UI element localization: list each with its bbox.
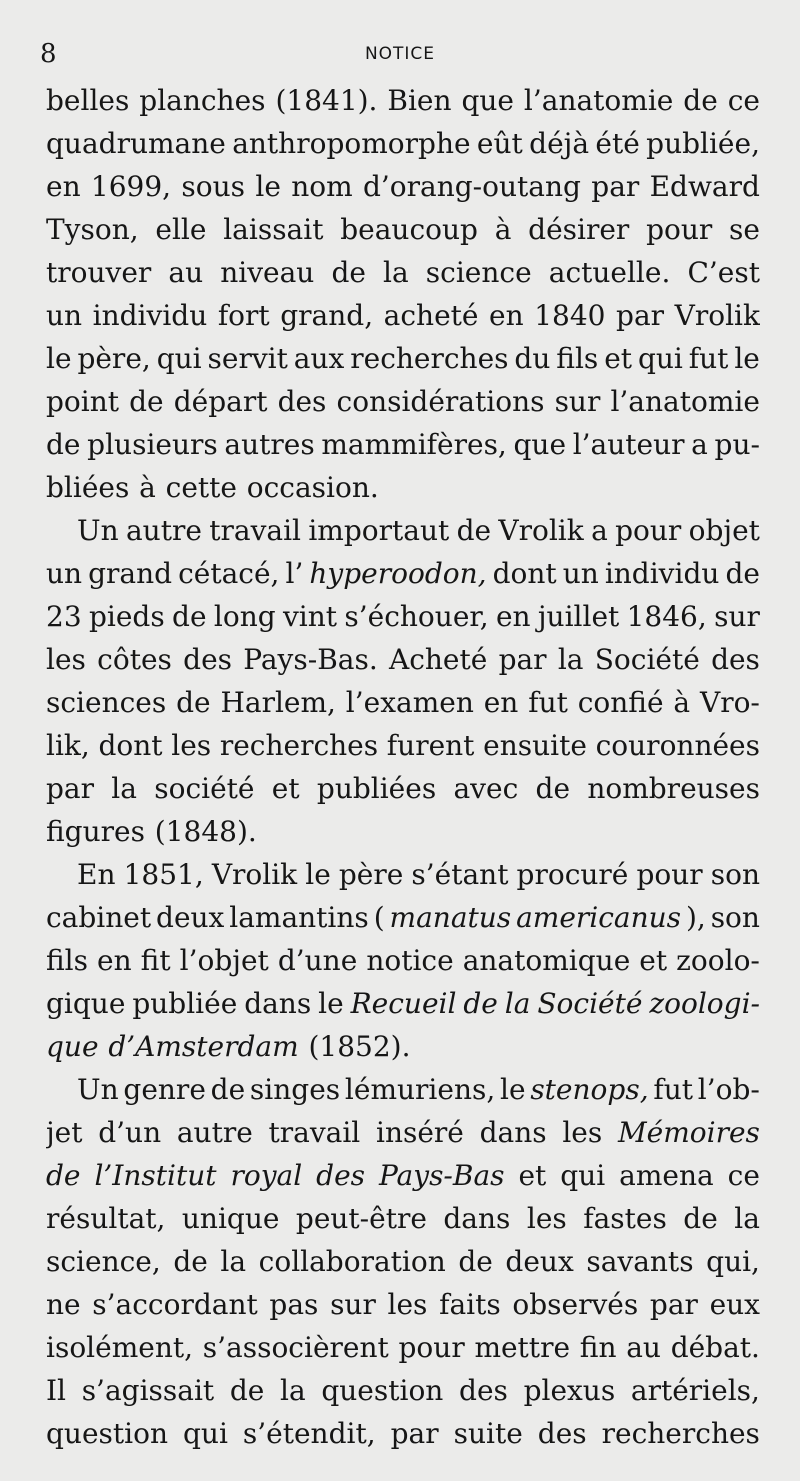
text-line (46, 853, 760, 896)
text-line (46, 552, 760, 595)
word: ce (727, 1159, 760, 1192)
word: recherches (350, 342, 509, 375)
word: inséré (375, 1116, 464, 1149)
word: qui (637, 342, 683, 375)
word: travail (209, 514, 301, 547)
word: société (154, 772, 255, 805)
word: d’orang-outang (362, 170, 581, 203)
word: en (46, 170, 81, 203)
text-line (46, 294, 760, 337)
word: objet (688, 514, 760, 547)
word: publiées (316, 772, 437, 805)
text-line (46, 208, 760, 251)
word: par (390, 1417, 439, 1450)
word: de (683, 84, 718, 117)
word: de (129, 385, 164, 418)
word: genre (123, 1073, 206, 1106)
word: 1699, (90, 170, 172, 203)
text-line (46, 896, 760, 939)
text-line (46, 638, 760, 681)
word: l’objet (179, 944, 269, 977)
word: résultat, (46, 1202, 166, 1235)
word: artériels, (630, 1374, 760, 1407)
word: l’Institut (94, 1159, 217, 1192)
word: ensuite (483, 729, 587, 762)
word: Vrolik (498, 514, 584, 547)
word: en (483, 686, 519, 719)
text-line (46, 79, 760, 122)
word: s’agissait (81, 1374, 215, 1407)
word: la (111, 772, 137, 805)
word: père (338, 858, 404, 891)
word: niveau (220, 256, 315, 289)
word: de (456, 514, 492, 547)
word: savants (586, 1245, 694, 1278)
word: qui (182, 1417, 228, 1450)
word: désirer (528, 213, 630, 246)
word: fort (217, 299, 270, 332)
word: anthropomorphe (232, 127, 471, 160)
text-line (46, 337, 760, 380)
word: unique (181, 1202, 280, 1235)
word: Vrolik (674, 299, 760, 332)
word: Société (537, 987, 643, 1020)
word: importaut (308, 514, 450, 547)
word: pour (636, 858, 703, 891)
word: la (557, 643, 584, 676)
word: la (504, 987, 531, 1020)
word: Un (77, 1073, 119, 1106)
word: sur (714, 600, 760, 633)
word: individu (92, 299, 208, 332)
word: occasion. (246, 471, 379, 504)
word: manatus (389, 901, 512, 934)
word: d’un (98, 1116, 162, 1149)
word: pour (646, 213, 713, 246)
word: elle (155, 213, 207, 246)
word: par (591, 170, 640, 203)
word: Harlem, (220, 686, 336, 719)
word: planches (139, 84, 266, 117)
word: à (494, 213, 512, 246)
word: en (97, 944, 132, 977)
word: lik, (46, 729, 90, 762)
word: Vro- (699, 686, 760, 719)
word: stenops, (530, 1073, 649, 1106)
word: les (526, 1202, 567, 1235)
word: pas (269, 1288, 319, 1321)
word: de (683, 1202, 718, 1235)
word: (1841). (275, 84, 378, 117)
word: un (46, 557, 83, 590)
word: figures (46, 815, 145, 848)
word: plusieurs (87, 428, 218, 461)
word: de (463, 987, 498, 1020)
word: été (595, 127, 640, 160)
word: qui (560, 1159, 606, 1192)
word: un (46, 299, 83, 332)
word: Mémoires (617, 1116, 760, 1149)
word: peut-être (295, 1202, 427, 1235)
word: fut (688, 342, 729, 375)
word: pieds (88, 600, 165, 633)
word: fils (556, 342, 599, 375)
word: le (255, 170, 281, 203)
word: question (46, 1417, 168, 1450)
word: autre (176, 1116, 253, 1149)
word: des (316, 1159, 366, 1192)
word: des (537, 1417, 587, 1450)
word: des (183, 643, 233, 676)
word: sur (330, 1288, 376, 1321)
word: Vrolik (211, 858, 298, 891)
word: dans (244, 987, 312, 1020)
page-number: 8 (40, 39, 57, 69)
word: les (46, 643, 86, 676)
word: de (46, 1159, 81, 1192)
text-line (46, 1326, 760, 1369)
word: de (173, 1245, 208, 1278)
word: s’étant (411, 858, 509, 891)
word: nom (291, 170, 353, 203)
word: gique (46, 987, 126, 1020)
word: en (495, 600, 531, 633)
word: considérations (336, 385, 545, 418)
text-line (46, 1197, 760, 1240)
text-line (46, 122, 760, 165)
word: à (139, 471, 156, 504)
word: les (562, 1116, 603, 1149)
word: zoologi- (649, 987, 760, 1020)
word: les (171, 729, 212, 762)
word: servit (207, 342, 288, 375)
word: a (591, 514, 608, 547)
word: et (639, 944, 668, 977)
word: des (711, 643, 760, 676)
text-line (46, 1111, 760, 1154)
word: collaboration (258, 1245, 446, 1278)
word: (1852). (308, 1030, 411, 1063)
word: de (229, 1374, 265, 1407)
text-line (46, 1240, 760, 1283)
word: a (691, 428, 708, 461)
word: et (604, 342, 633, 375)
word: de (725, 557, 760, 590)
word: recherches (601, 1417, 760, 1450)
word: nombreuses (587, 772, 760, 805)
word: par (498, 643, 547, 676)
word: grand (88, 557, 173, 590)
word: lémuriens, (344, 1073, 496, 1106)
word: acheté (383, 299, 479, 332)
word: beaucoup (340, 213, 478, 246)
word: de (535, 772, 571, 805)
text-line (46, 509, 760, 552)
word: pour (615, 514, 682, 547)
word: la (280, 1374, 306, 1407)
word: Pays-Bas. (243, 643, 378, 676)
word: la (383, 256, 409, 289)
word: fut (528, 686, 568, 719)
word: 23 (46, 600, 82, 633)
word: sous (181, 170, 246, 203)
word: de (176, 686, 211, 719)
word: recherches (219, 729, 379, 762)
word: débat. (670, 1331, 760, 1364)
text-line (46, 423, 760, 466)
word: père, (77, 342, 151, 375)
word: des (459, 1374, 508, 1407)
text-line (46, 1412, 760, 1455)
word: ce (727, 84, 760, 117)
word: l’ob- (697, 1073, 760, 1106)
word: Société (594, 643, 700, 676)
word: deux (505, 1245, 574, 1278)
word: notice (366, 944, 454, 977)
word: mammifères, (321, 428, 507, 461)
word: grand, (280, 299, 374, 332)
word: s’accordant (92, 1288, 258, 1321)
word: s’associèrent (202, 1331, 389, 1364)
word: fils (46, 944, 88, 977)
word: par (46, 772, 95, 805)
text-line (46, 1154, 760, 1197)
word: singes (249, 1073, 341, 1106)
word: se (729, 213, 760, 246)
word: faits (439, 1288, 501, 1321)
word: (1848). (154, 815, 257, 848)
word: en (489, 299, 524, 332)
word: confié (577, 686, 664, 719)
word: le (46, 342, 72, 375)
word: aux (293, 342, 345, 375)
word: fut (653, 1073, 694, 1106)
word: départ (173, 385, 268, 418)
word: eux (709, 1288, 760, 1321)
text-line (46, 1369, 760, 1412)
word: cabinet (46, 901, 152, 934)
word: amena (619, 1159, 714, 1192)
text-line (46, 724, 760, 767)
word: un (562, 557, 599, 590)
word: procuré (516, 858, 629, 891)
word: de (172, 600, 207, 633)
text-line (46, 1283, 760, 1326)
word: son (710, 901, 760, 934)
word: les (387, 1288, 428, 1321)
word: à (673, 686, 691, 719)
word: sciences (46, 686, 167, 719)
word: avec (453, 772, 519, 805)
word: l’auteur (572, 428, 685, 461)
word: dont (492, 557, 557, 590)
word: hyperoodon, (309, 557, 487, 590)
word: dans (443, 1202, 511, 1235)
word: 1840 (534, 299, 606, 332)
word: la (220, 1245, 247, 1278)
word: observés (512, 1288, 639, 1321)
word: furent (386, 729, 475, 762)
word: sur (554, 385, 601, 418)
word: ), (685, 901, 706, 934)
word: l’ (285, 557, 304, 590)
word: pour (398, 1331, 465, 1364)
word: de (331, 256, 366, 289)
word: Un (77, 514, 119, 547)
word: eût (476, 127, 523, 160)
running-title: NOTICE (364, 44, 436, 64)
word: vint (282, 600, 338, 633)
word: En (77, 858, 116, 891)
word: laissait (223, 213, 324, 246)
word: cétacé, (178, 557, 280, 590)
word: anatomique (462, 944, 631, 977)
word: d’Amsterdam (108, 1030, 299, 1063)
text-line (46, 810, 760, 853)
word: fit (140, 944, 171, 977)
running-head (40, 36, 760, 72)
word: et (271, 772, 300, 805)
word: l’anatomie (523, 84, 674, 117)
word: Pays-Bas (378, 1159, 505, 1192)
word: trouver (46, 256, 152, 289)
word: science (425, 256, 532, 289)
word: Il (46, 1374, 67, 1407)
word: belles (46, 84, 130, 117)
word: question (321, 1374, 444, 1407)
word: long (213, 600, 276, 633)
text-line (46, 165, 760, 208)
word: Recueil (350, 987, 457, 1020)
word: dont (98, 729, 163, 762)
word: que (513, 428, 567, 461)
word: l’examen (345, 686, 474, 719)
word: le (318, 987, 344, 1020)
word: le (734, 342, 760, 375)
word: Bien (387, 84, 452, 117)
word: s’échouer, (344, 600, 489, 633)
word: jet (46, 1116, 83, 1149)
word: quadrumane (46, 127, 226, 160)
word: C’est (687, 256, 760, 289)
word: juillet (537, 600, 620, 633)
word: des (277, 385, 327, 418)
word: plexus (523, 1374, 616, 1407)
word: fin (579, 1331, 617, 1364)
word: côtes (97, 643, 172, 676)
word: fastes (583, 1202, 667, 1235)
word: de (458, 1245, 493, 1278)
word: qui, (706, 1245, 760, 1278)
word: zoolo- (676, 944, 760, 977)
text-line (46, 767, 760, 810)
word: lamantins (229, 901, 369, 934)
word: au (626, 1331, 661, 1364)
word: s’étendit, (242, 1417, 376, 1450)
word: couronnées (595, 729, 760, 762)
text-line (46, 380, 760, 423)
word: ne (46, 1288, 81, 1321)
text-line (46, 466, 760, 509)
word: le (305, 858, 331, 891)
word: du (514, 342, 551, 375)
text-line (46, 1068, 760, 1111)
word: publiée, (646, 127, 760, 160)
word: et (518, 1159, 547, 1192)
word: cette (165, 471, 237, 504)
word: travail (268, 1116, 361, 1149)
text-line (46, 939, 760, 982)
word: dans (479, 1116, 547, 1149)
word: qui (156, 342, 202, 375)
word: mettre (474, 1331, 571, 1364)
word: pu- (714, 428, 760, 461)
word: son (710, 858, 760, 891)
text-line (46, 595, 760, 638)
word: 1851, (123, 858, 204, 891)
word: déjà (529, 127, 590, 160)
text-line (46, 982, 760, 1025)
text-line (46, 251, 760, 294)
word: publiée (132, 987, 238, 1020)
word: de (46, 428, 81, 461)
body-text (46, 79, 760, 1455)
word: Acheté (388, 643, 488, 676)
word: d’une (277, 944, 358, 977)
word: que (46, 1030, 99, 1063)
word: le (500, 1073, 526, 1106)
word: la (734, 1202, 760, 1235)
word: isolément, (46, 1331, 194, 1364)
word: par (616, 299, 665, 332)
word: 1846, (626, 600, 707, 633)
word: point (46, 385, 120, 418)
word: que (461, 84, 514, 117)
text-line (46, 1025, 760, 1068)
word: deux (156, 901, 225, 934)
word: autres (224, 428, 315, 461)
word: royal (230, 1159, 303, 1192)
word: l’anatomie (610, 385, 760, 418)
word: de (210, 1073, 246, 1106)
word: individu (604, 557, 720, 590)
word: science, (46, 1245, 161, 1278)
word: autre (125, 514, 202, 547)
word: bliées (46, 471, 130, 504)
word: par (649, 1288, 698, 1321)
word: actuelle. (548, 256, 671, 289)
word: au (168, 256, 204, 289)
word: ( (373, 901, 385, 934)
word: Edward (649, 170, 760, 203)
text-line (46, 681, 760, 724)
word: americanus (516, 901, 682, 934)
word: suite (453, 1417, 523, 1450)
word: Tyson, (46, 213, 139, 246)
